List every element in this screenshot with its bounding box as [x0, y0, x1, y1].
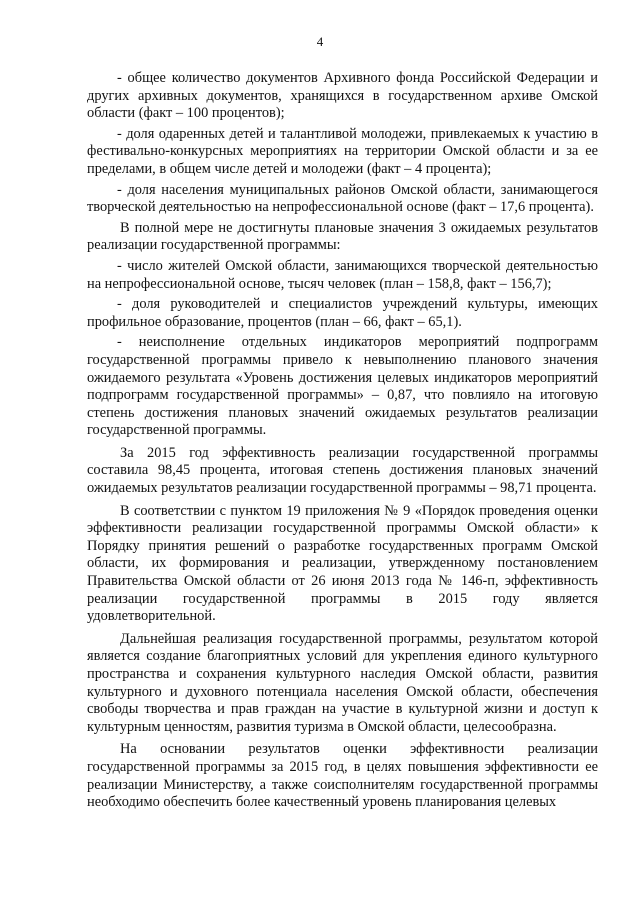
list-item: - неисполнение отдельных индикаторов мероприятий подпрограмм государственной программы привело к невыполнению планового значения ожидаемого результата «Уровень достижения целевых индикаторов мероприятий подпрограмм государственной программы» – 0,87, что повлияло на итоговую степень достижения плановых значений ожидаемых результатов реализации государственной программы.	[87, 334, 598, 439]
list-item: - доля одаренных детей и талантливой молодежи, привлекаемых к участию в фестивально-конкурсных мероприятиях на территории Омской области и за ее пределами, в общем числе детей и молодежи (факт – 4 процента);	[87, 125, 598, 177]
page-number: 4	[316, 34, 324, 49]
paragraph: В полной мере не достигнуты плановые значения 3 ожидаемых результатов реализации государственной программы:	[87, 219, 598, 254]
list-item: - общее количество документов Архивного фонда Российской Федерации и других архивных документов, хранящихся в государственном архиве Омской области (факт – 100 процентов);	[87, 70, 598, 122]
list-item: - число жителей Омской области, занимающихся творческой деятельностью на непрофессиональной основе, тысяч человек (план – 158,8, факт – 156,7);	[87, 257, 598, 292]
list-item: - доля населения муниципальных районов Омской области, занимающегося творческой деятельностью на непрофессиональной основе (факт – 17,6 процента).	[87, 181, 598, 216]
paragraph: Дальнейшая реализация государственной программы, результатом которой является создание благоприятных условий для укрепления единого культурного пространства и сохранения культурного наследия Омской области, развития культурного и духовного потенциала населения Омской области, обеспечения свободы творчества и прав граждан на участие в культурной жизни и доступ к культурным ценностям, развития туризма в Омской области, целесообразна.	[87, 630, 598, 735]
paragraph: В соответствии с пунктом 19 приложения № 9 «Порядок проведения оценки эффективности реализации государственной программы Омской области» к Порядку принятия решений о разработке государственных программ Омской области, их формирования и реализации, утвержденному постановлением Правительства Омской области от 26 июня 2013 года № 146-п, эффективность реализации государственной программы в 2015 году является удовлетворительной.	[87, 502, 598, 625]
paragraph: На основании результатов оценки эффективности реализации государственной программы за 2015 год, в целях повышения эффективности ее реализации Министерству, а также соисполнителям государственной программы необходимо обеспечить более качественный уровень планирования целевых	[87, 741, 598, 811]
paragraph: За 2015 год эффективность реализации государственной программы составила 98,45 процента, итоговая степень достижения плановых значений ожидаемых результатов реализации государственной программы – 98,71 процента.	[87, 444, 598, 497]
list-item: - доля руководителей и специалистов учреждений культуры, имеющих профильное образование, процентов (план – 66, факт – 65,1).	[87, 296, 598, 330]
document-body	[87, 70, 598, 812]
